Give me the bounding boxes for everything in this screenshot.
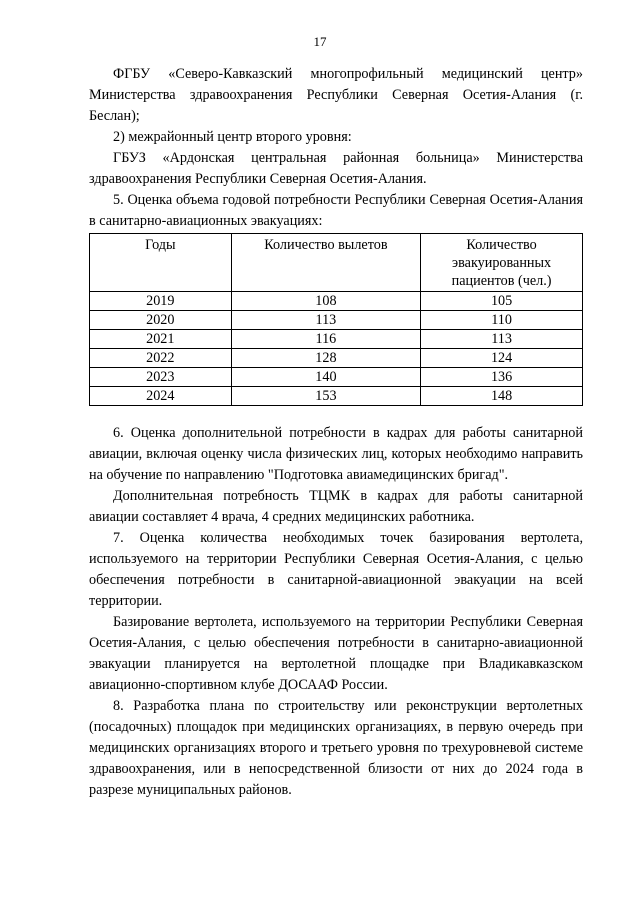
paragraph-gbuz: ГБУЗ «Ардонская центральная районная больница» Министерства здравоохранения Республики Северная Осетия-Алания. — [89, 150, 583, 187]
header-years: Годы — [90, 234, 232, 292]
cell-patients: 110 — [421, 311, 583, 330]
cell-flights: 108 — [231, 292, 421, 311]
document-body — [89, 64, 583, 801]
cell-flights: 153 — [231, 387, 421, 406]
cell-flights: 140 — [231, 368, 421, 387]
paragraph-second-level-center: 2) межрайонный центр второго уровня: — [113, 129, 352, 145]
cell-year: 2019 — [90, 292, 232, 311]
paragraph-section-5: 5. Оценка объема годовой потребности Республики Северная Осетия-Алания в санитарно-авиационных эвакуациях: — [89, 192, 583, 229]
header-patients: Количество эвакуированных пациентов (чел.) — [421, 234, 583, 292]
paragraph-section-7: 7. Оценка количества необходимых точек базирования вертолета, используемого на территории Республики Северная Осетия-Алания, с целью обеспечения потребности в санитарной-авиационной эвакуации на всей территории. — [89, 530, 583, 609]
table-row — [90, 387, 583, 406]
table-header-row — [90, 234, 583, 292]
cell-patients: 148 — [421, 387, 583, 406]
cell-patients: 113 — [421, 330, 583, 349]
cell-year: 2023 — [90, 368, 232, 387]
table-row — [90, 368, 583, 387]
paragraph-fgbu: ФГБУ «Северо-Кавказский многопрофильный медицинский центр» Министерства здравоохранения Республики Северная Осетия-Алания (г. Беслан); — [89, 66, 583, 124]
table-row — [90, 349, 583, 368]
table-row — [90, 292, 583, 311]
paragraph-tsmk-staff: Дополнительная потребность ТЦМК в кадрах для работы санитарной авиации составляет 4 врача, 4 средних медицинских работника. — [89, 488, 583, 525]
paragraph-helicopter-base: Базирование вертолета, используемого на территории Республики Северная Осетия-Алания, с целью обеспечения потребности в санитарно-авиационной эвакуации планируется на вертолетной площадке при Владикавказском авиационно-спортивном клубе ДОСААФ России. — [89, 614, 583, 693]
cell-year: 2022 — [90, 349, 232, 368]
header-flights: Количество вылетов — [231, 234, 421, 292]
paragraph-section-8: 8. Разработка плана по строительству или реконструкции вертолетных (посадочных) площадок при медицинских организациях, в первую очередь при медицинских организациях второго и третьего уровня по трехуровневой системе здравоохранения, или в непосредственной близости от них до 2024 года в разрезе муниципальных районов. — [89, 698, 583, 798]
cell-patients: 136 — [421, 368, 583, 387]
cell-year: 2020 — [90, 311, 232, 330]
page-number: 17 — [313, 34, 327, 49]
cell-year: 2021 — [90, 330, 232, 349]
cell-patients: 105 — [421, 292, 583, 311]
cell-flights: 128 — [231, 349, 421, 368]
evacuation-table — [89, 233, 583, 406]
paragraph-section-6: 6. Оценка дополнительной потребности в кадрах для работы санитарной авиации, включая оценку числа физических лиц, которых необходимо направить на обучение по направлению "Подготовка авиамедицинских бригад". — [89, 425, 583, 483]
table-row — [90, 330, 583, 349]
cell-flights: 116 — [231, 330, 421, 349]
cell-year: 2024 — [90, 387, 232, 406]
evacuation-table-container — [89, 233, 583, 406]
cell-patients: 124 — [421, 349, 583, 368]
table-row — [90, 311, 583, 330]
cell-flights: 113 — [231, 311, 421, 330]
